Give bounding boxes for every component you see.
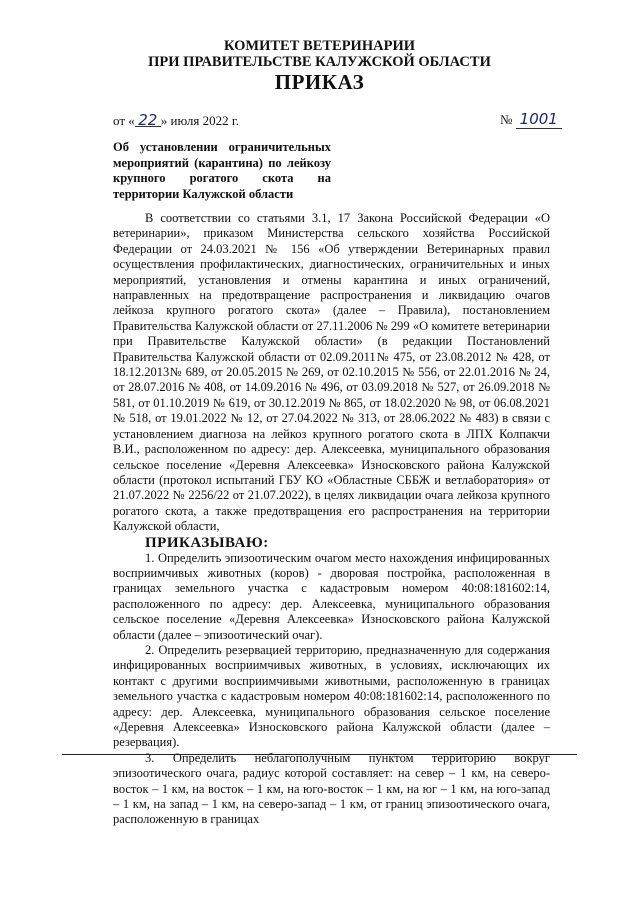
date-prefix: от « <box>113 113 135 128</box>
number-sign: № <box>500 112 513 127</box>
preamble-paragraph: В соответствии со статьями 3.1, 17 Закона Российской Федерации «О ветеринарии», приказом Министерства сельского хозяйства Российской Федерации от 24.03.2021 № 156 «Об утверждении Ветеринарных правил осуществления профилактических, диагностических, ограничительных и иных мероприятий, установления и отмены карантина и иных ограничений, направленных на предотвращение распространения и ликвидацию очагов лейкоза крупного рогатого скота» (далее – Правила), постановлением Правительства Калужской области от 27.11.2006 № 299 «О комитете ветеринарии при Правительстве Калужской области» (в редакции Постановлений Правительства Калужской области от 02.09.2011№ 475, от 23.08.2012 № 428, от 18.12.2013№ 689, от 20.05.2015 № 269, от 02.10.2015 № 556, от 22.01.2016 № 24, от 28.07.2016 № 408, от 14.09.2016 № 496, от 03.09.2018 № 527, от 26.09.2018 № 581, от 01.10.2019 № 619, от 30.12.2019 № 865, от 18.02.2020 № 98, от 06.08.2021 № 518, от 19.01.2022 № 12, от 27.04.2022 № 313, от 28.06.2022 № 483) в связи с установлением диагноза на лейкоз крупного рогатого скота в ЛПХ Колпакчи В.И., расположенном по адресу: дер. Алексеевка, муниципального образования сельское поселение «Деревня Алексеевка» Износковского района Калужской области (протокол испытаний ГБУ КО «Областные СББЖ и ветлаборатория» от 21.07.2022 № 2256/22 от 21.07.2022), в целях ликвидации очага лейкоза крупного рогатого скота, а также предотвращения его распространения на территории Калужской области, <box>113 211 550 534</box>
orders-heading: ПРИКАЗЫВАЮ: <box>145 534 269 551</box>
document-date <box>113 113 239 129</box>
order-item-1: 1. Определить эпизоотическим очагом место нахождения инфицированных восприимчивых животных (коров) - дворовая постройка, расположенная в границах земельного участка с кадастровым номером 40:08:181602:14, расположенного по адресу: дер. Алексеевка, муниципального образования сельское поселение «Деревня Алексеевка» Износковского района Калужской области (далее – эпизоотический очаг). <box>113 550 550 642</box>
date-day-handwritten: 22 <box>135 114 161 127</box>
document-body <box>113 211 550 828</box>
document-title: ПРИКАЗ <box>274 70 365 94</box>
order-item-2: 2. Определить резервацией территорию, предназначенную для содержания инфицированных восприимчивых животных, в условиях, исключающих их контакт с другими восприимчивыми животными, расположенную в границах земельного участка с кадастровым номером 40:08:181602:14, расположенного по адресу: дер. Алексеевка, муниципального образования сельское поселение «Деревня Алексеевка» Износковского района Калужской области (далее – резервация). <box>113 642 550 750</box>
document-subject: Об установлении ограничительных мероприятий (карантина) по лейкозу крупного рогатого скота на территории Калужской области <box>113 140 331 201</box>
page-divider-line <box>62 754 577 755</box>
organization-name-line2: ПРИ ПРАВИТЕЛЬСТВЕ КАЛУЖСКОЙ ОБЛАСТИ <box>148 54 491 70</box>
document-number <box>500 110 562 128</box>
number-handwritten: 1001 <box>516 110 562 129</box>
order-item-3: 3. Определить неблагополучным пунктом территорию вокруг эпизоотического очага, радиус которой составляет: на север – 1 км, на северо-восток – 1 км, на восток – 1 км, на юго-восток – 1 км, на юг – 1 км, на юго-запад – 1 км, на запад – 1 км, на северо-запад – 1 км, от границ эпизоотического очага, расположенную в границах <box>113 750 550 827</box>
organization-name-line1: КОМИТЕТ ВЕТЕРИНАРИИ <box>223 38 416 54</box>
date-suffix: » июля 2022 г. <box>160 113 239 128</box>
